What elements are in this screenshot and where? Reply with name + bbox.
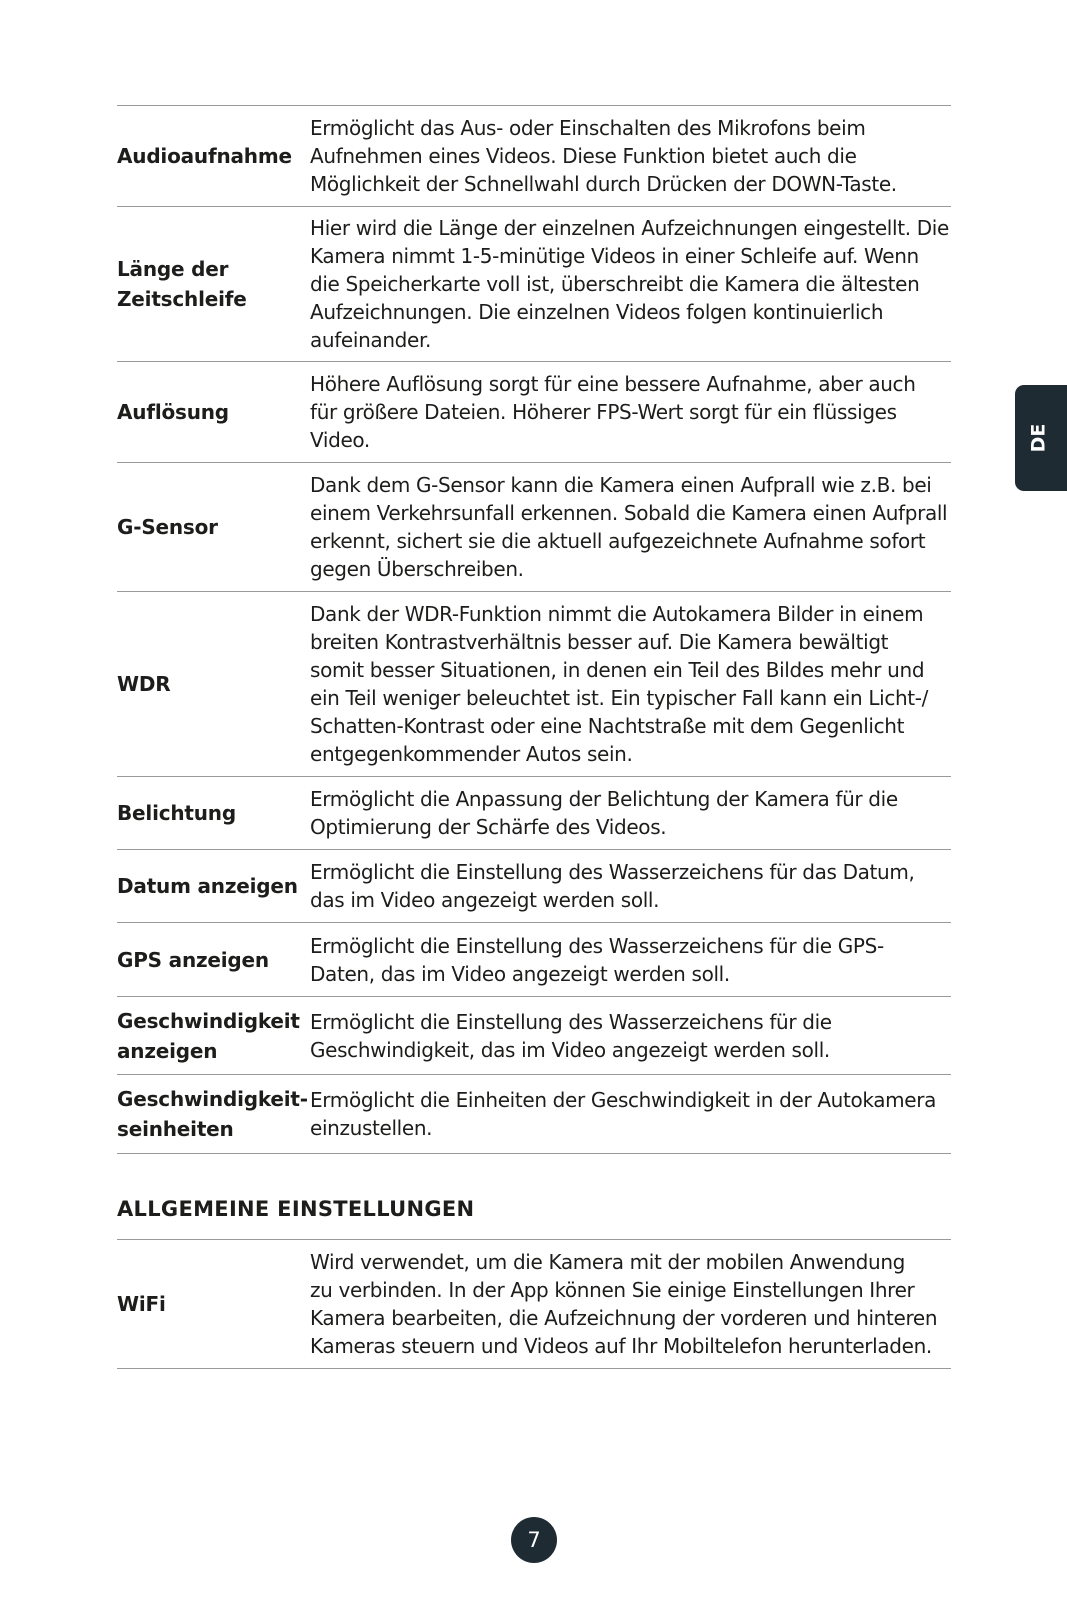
table-row-wifi — [117, 1240, 951, 1369]
table-row-laenge-der-zeitschleife — [117, 207, 951, 362]
setting-description: Ermöglicht das Aus- oder Einschalten des Mikrofons beim Aufnehmen eines Videos. Diese Funktion bietet auch die Möglichkeit der Schnellwahl durch Drücken der DOWN-Taste. — [310, 116, 897, 196]
setting-term: Länge der Zeitschleife — [117, 257, 247, 311]
setting-term: G-Sensor — [117, 515, 218, 539]
setting-description: Dank dem G-Sensor kann die Kamera einen Aufprall wie z.B. bei einem Verkehrsunfall erkennen. Sobald die Kamera einen Aufprall erkennt, sichert sie die aktuell aufgezeichnete Aufnahme sofort gegen Überschreiben. — [310, 473, 948, 581]
setting-term: Audioaufnahme — [117, 144, 292, 168]
table-row-audioaufnahme — [117, 106, 951, 207]
setting-term: Geschwindigkeit- seinheiten — [117, 1087, 308, 1141]
general-settings-table — [117, 1239, 951, 1369]
setting-term: Auflösung — [117, 400, 229, 424]
table-row-g-sensor — [117, 463, 951, 592]
table-row-belichtung — [117, 777, 951, 850]
table-row-geschwindigkeit-anzeigen — [117, 997, 951, 1075]
setting-term: WiFi — [117, 1292, 166, 1316]
table-row-aufloesung — [117, 362, 951, 463]
setting-term: WDR — [117, 672, 171, 696]
table-row-datum-anzeigen — [117, 850, 951, 923]
table-row-gps-anzeigen — [117, 923, 951, 997]
language-tab-label: DE — [1026, 423, 1049, 453]
setting-description: Ermöglicht die Einheiten der Geschwindigkeit in der Autokamera einzustellen. — [310, 1088, 937, 1140]
table-row-geschwindigkeitseinheiten — [117, 1075, 951, 1154]
section-heading: ALLGEMEINE EINSTELLUNGEN — [117, 1197, 475, 1221]
setting-description: Höhere Auflösung sorgt für eine bessere Aufnahme, aber auch für größere Dateien. Höherer FPS-Wert sorgt für ein flüssiges Video. — [310, 372, 916, 452]
page-number-badge — [511, 1517, 557, 1563]
setting-description: Wird verwendet, um die Kamera mit der mobilen Anwendung zu verbinden. In der App können Sie einige Einstellungen Ihrer Kamera bearbeiten, die Aufzeichnung der vorderen und hinteren Kameras steuern und Videos auf Ihr Mobiltelefon herunterladen. — [310, 1250, 938, 1358]
setting-term: Geschwindigkeit anzeigen — [117, 1008, 300, 1063]
settings-table — [117, 105, 951, 1154]
table-row-wdr — [117, 592, 951, 777]
page-number: 7 — [527, 1528, 541, 1552]
setting-description: Ermöglicht die Anpassung der Belichtung der Kamera für die Optimierung der Schärfe des Videos. — [310, 787, 898, 839]
setting-description: Ermöglicht die Einstellung des Wasserzeichens für die GPS- Daten, das im Video angezeigt werden soll. — [310, 933, 884, 986]
setting-description: Ermöglicht die Einstellung des Wasserzeichens für die Geschwindigkeit, das im Video angezeigt werden soll. — [310, 1009, 832, 1062]
setting-term: Belichtung — [117, 801, 236, 825]
setting-description: Dank der WDR-Funktion nimmt die Autokamera Bilder in einem breiten Kontrastverhältnis besser auf. Die Kamera bewältigt somit besser Situationen, in denen ein Teil des Bildes mehr und ein Teil weniger beleuchtet ist. Ein typischer Fall kann ein Licht-/ Schatten-Kontrast oder eine Nachtstraße mit dem Gegenlicht entgegenkommender Autos sein. — [310, 602, 929, 766]
setting-description: Hier wird die Länge der einzelnen Aufzeichnungen eingestellt. Die Kamera nimmt 1-5-minütige Videos in einer Schleife auf. Wenn die Speicherkarte voll ist, überschreibt die Kamera die ältesten Aufzeichnungen. Die einzelnen Videos folgen kontinuierlich aufeinander. — [310, 216, 949, 352]
setting-term: Datum anzeigen — [117, 874, 298, 898]
language-tab — [1015, 385, 1067, 491]
setting-description: Ermöglicht die Einstellung des Wasserzeichens für das Datum, das im Video angezeigt werden soll. — [310, 860, 915, 912]
setting-term: GPS anzeigen — [117, 947, 269, 972]
